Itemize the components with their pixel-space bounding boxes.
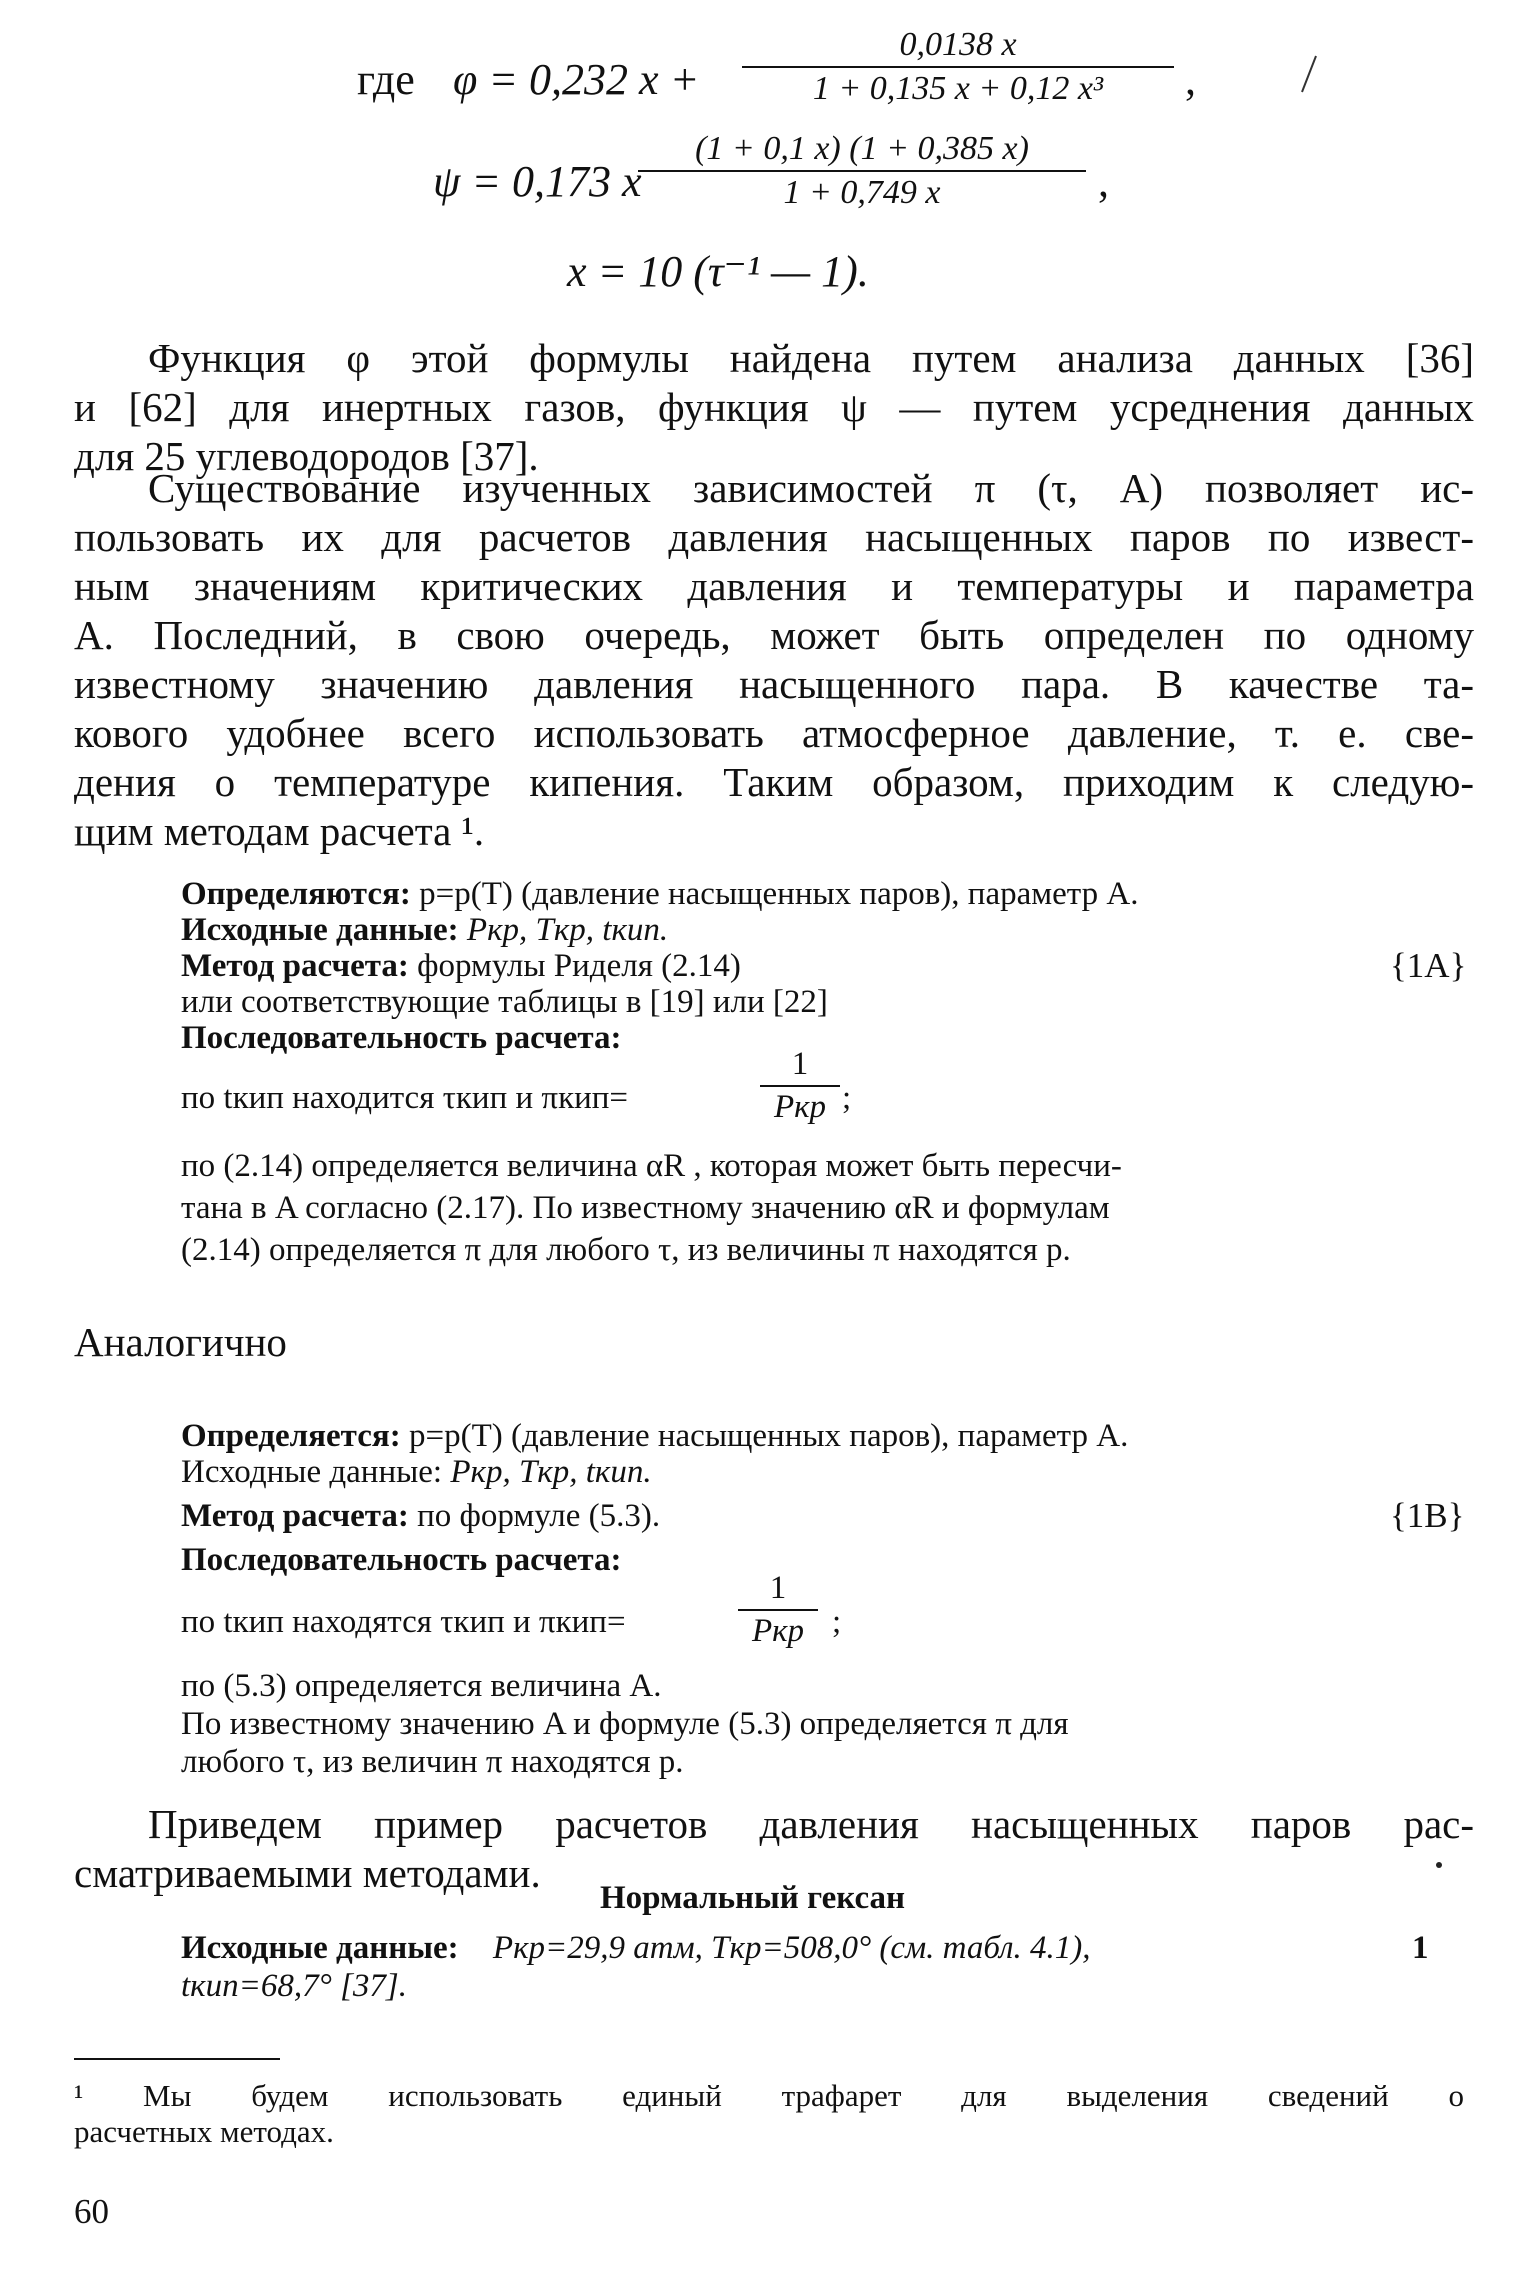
input-value: Pкр, Tкр, tкип.: [466, 912, 669, 948]
text-line: ным значениям критических давления и температуры и параметра: [74, 563, 1474, 609]
margin-slash-mark: [1296, 52, 1320, 96]
step-2-line: по (2.14) определяется величина αR , которая может быть пересчи-: [181, 1148, 1122, 1184]
step-3-line: По известному значению A и формуле (5.3) определяется π для: [181, 1706, 1069, 1742]
fraction-bar: [738, 1609, 818, 1611]
psi-fraction: [638, 130, 1086, 212]
step-2: по (5.3) определяется величина A.: [181, 1668, 662, 1704]
text-line: Функция φ этой формулы найдена путем анализа данных [36]: [148, 335, 1474, 381]
footnote-line: ¹ Мы будем использовать единый трафарет для выделения сведений о: [74, 2078, 1464, 2113]
pi-fraction-1b: [738, 1570, 818, 1650]
psi-comma: ,: [1098, 157, 1109, 206]
method-tag-1a: {1A}: [1390, 946, 1467, 985]
text-line: известному значению давления насыщенного пара. В качестве та-: [74, 661, 1474, 707]
step-1-end: ;: [842, 1080, 852, 1116]
text-line: дения о температуре кипения. Таким образом, приходим к следую-: [74, 759, 1474, 805]
text-line: щим методам расчета ¹.: [74, 808, 485, 854]
text-line: Приведем пример расчетов давления насыщенных паров рас-: [148, 1801, 1474, 1847]
determined-label: Определяется:: [181, 1418, 401, 1454]
phi-fraction: [742, 26, 1174, 108]
example-input-cont: tкип=68,7° [37].: [181, 1968, 408, 2004]
step-2-line: (2.14) определяется π для любого τ, из величины π находятся p.: [181, 1232, 1071, 1268]
input-label: Исходные данные:: [181, 912, 459, 948]
phi-fraction-bar: [742, 66, 1174, 68]
step-1-text: по tкип находится τкип и πкип=: [181, 1080, 629, 1116]
page-number: 60: [74, 2192, 109, 2231]
paragraph-1: [74, 334, 1474, 481]
input-label: Исходные данные:: [181, 1454, 443, 1490]
footnote-rule: [74, 2058, 280, 2060]
phi-lhs: φ = 0,232 x +: [453, 55, 700, 104]
psi-denominator: 1 + 0,749 x: [783, 174, 941, 211]
psi-numerator: (1 + 0,1 x) (1 + 0,385 x): [695, 130, 1029, 167]
pi-fraction-1a: [760, 1046, 840, 1126]
fraction-denominator: Pкр: [773, 1089, 827, 1125]
x-definition: x = 10 (τ⁻¹ — 1).: [567, 247, 869, 296]
input-label: Исходные данные:: [181, 1930, 459, 1966]
sequence-label: Последовательность расчета:: [181, 1542, 622, 1578]
step-3-line: любого τ, из величин π находятся p.: [181, 1744, 684, 1780]
text-line: кового удобнее всего использовать атмосферное давление, т. е. све-: [74, 710, 1474, 756]
psi-lhs: ψ = 0,173 x: [433, 157, 642, 206]
analogously-text: Аналогично: [74, 1319, 287, 1365]
fraction-numerator: 1: [769, 1570, 787, 1606]
where-word: где: [357, 55, 415, 104]
step-1-end: ;: [832, 1604, 842, 1640]
method-cont: или соответствующие таблицы в [19] или [22]: [181, 984, 828, 1020]
text-line: Существование изученных зависимостей π (τ, A) позволяет ис-: [148, 465, 1474, 511]
text-line: и [62] для инертных газов, функция ψ — путем усреднения данных: [74, 384, 1474, 430]
method-value: по формуле (5.3).: [417, 1498, 661, 1534]
text-line: сматриваемыми методами.: [74, 1850, 541, 1896]
paragraph-2: [74, 464, 1474, 856]
text-line: A. Последний, в свою очередь, может быть определен по одному: [74, 612, 1474, 658]
step-1-text: по tкип находятся τкип и πкип=: [181, 1604, 626, 1640]
phi-denominator: 1 + 0,135 x + 0,12 x³: [812, 70, 1104, 107]
step-1: [181, 1604, 626, 1641]
phi-comma: ,: [1185, 55, 1196, 104]
step-2-line: тана в A согласно (2.17). По известному значению αR и формулам: [181, 1190, 1110, 1226]
fraction-bar: [760, 1085, 840, 1087]
text-line: для 25 углеводородов [37].: [74, 433, 539, 479]
example-heading: Нормальный гексан: [600, 1880, 906, 1916]
margin-dot-mark: [1432, 1858, 1446, 1872]
example-input: [181, 1930, 1401, 1967]
input-value: Pкр=29,9 атм, Tкр=508,0° (см. табл. 4.1),: [492, 1930, 1091, 1966]
text-line: пользовать их для расчетов давления насыщенных паров по извест-: [74, 514, 1474, 560]
method-value: формулы Риделя (2.14): [417, 948, 741, 984]
determined-label: Определяются:: [181, 876, 411, 912]
footnote-line: расчетных методах.: [74, 2114, 334, 2149]
method-label: Метод расчета:: [181, 948, 409, 984]
determined-value: p=p(T) (давление насыщенных паров), параметр A.: [408, 1418, 1129, 1454]
step-1: [181, 1080, 628, 1117]
method-tag-1b: {1B}: [1390, 1496, 1465, 1535]
method-label: Метод расчета:: [181, 1498, 409, 1534]
fraction-numerator: 1: [791, 1046, 809, 1082]
input-value: Pкр, Tкр, tкип.: [450, 1454, 652, 1490]
sequence-label: Последовательность расчета:: [181, 1020, 622, 1056]
psi-fraction-bar: [638, 170, 1086, 172]
determined-value: p=p(T) (давление насыщенных паров), параметр A.: [419, 876, 1139, 912]
fraction-denominator: Pкр: [751, 1613, 805, 1649]
phi-numerator: 0,0138 x: [899, 26, 1017, 63]
margin-number-mark: 1: [1412, 1930, 1429, 1966]
